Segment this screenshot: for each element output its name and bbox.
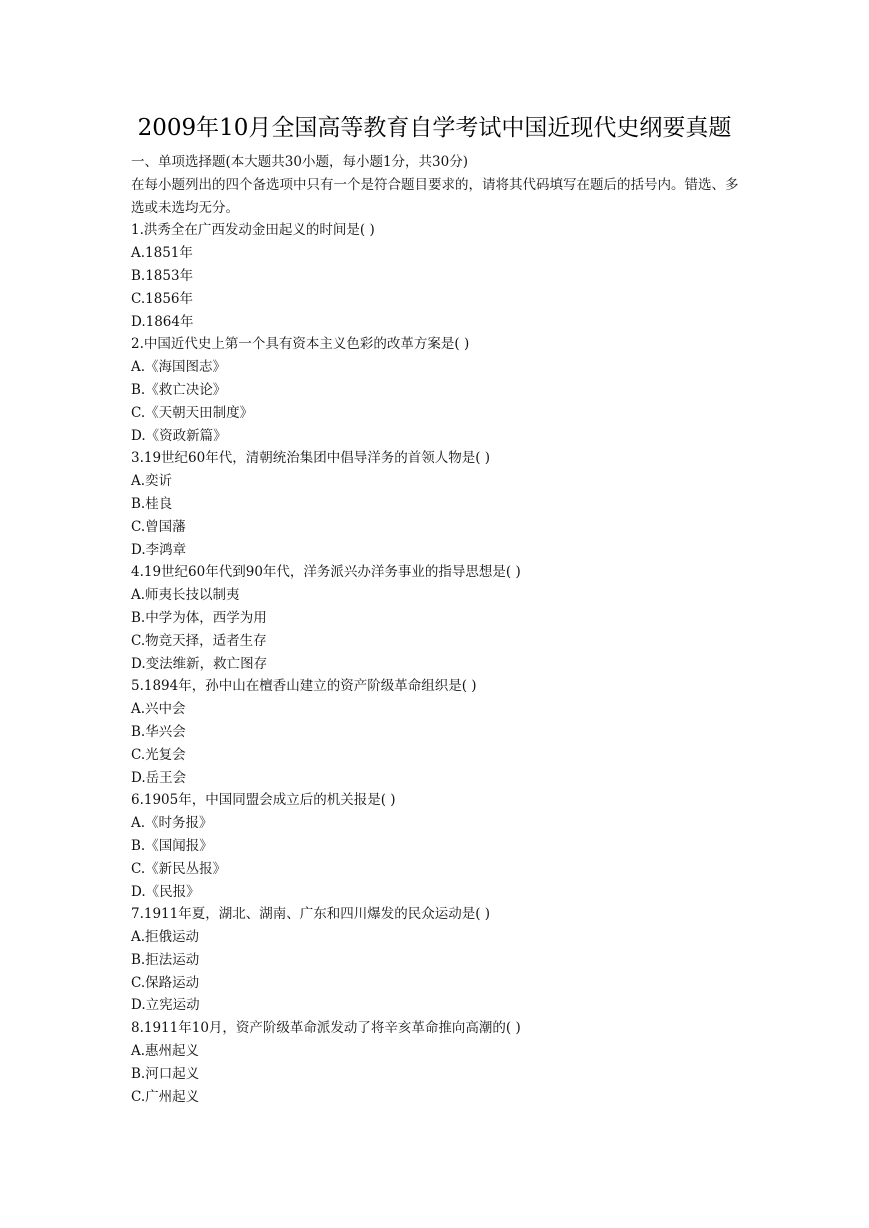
answer-option: B.河口起义 <box>131 1065 200 1082</box>
answer-option: A.《时务报》 <box>131 815 213 832</box>
answer-option: C.曾国藩 <box>131 518 186 535</box>
answer-option: B.《国闻报》 <box>131 837 213 854</box>
answer-option: C.光复会 <box>131 746 186 763</box>
question-stem: 1.洪秀全在广西发动金田起义的时间是( ) <box>131 222 375 239</box>
document-body <box>131 151 741 1108</box>
answer-option: D.李鸿章 <box>131 541 187 558</box>
answer-option: B.《救亡决论》 <box>131 381 227 398</box>
section-heading: 一、单项选择题(本大题共30小题，每小题1分，共30分) <box>131 154 468 170</box>
answer-option: B.桂良 <box>131 495 173 512</box>
question-stem: 6.1905年，中国同盟会成立后的机关报是( ) <box>131 792 396 809</box>
answer-option: C.保路运动 <box>131 974 200 991</box>
answer-option: A.奕䜣 <box>131 473 173 490</box>
answer-option: C.《新民丛报》 <box>131 860 227 877</box>
question-stem: 7.1911年夏，湖北、湖南、广东和四川爆发的民众运动是( ) <box>131 906 491 923</box>
answer-option: D.岳王会 <box>131 769 187 786</box>
answer-option: D.1864年 <box>131 313 194 330</box>
answer-option: B.中学为体，西学为用 <box>131 609 267 626</box>
answer-option: A.《海国图志》 <box>131 359 227 376</box>
answer-option: D.立宪运动 <box>131 997 200 1014</box>
question-stem: 5.1894年，孙中山在檀香山建立的资产阶级革命组织是( ) <box>131 678 477 695</box>
instructions-text: 在每小题列出的四个备选项中只有一个是符合题目要求的，请将其代码填写在题后的括号内。错选、多选或未选均无分。 <box>131 176 739 216</box>
answer-option: D.《民报》 <box>131 883 200 900</box>
answer-option: D.《资政新篇》 <box>131 427 227 444</box>
answer-option: B.1853年 <box>131 267 194 284</box>
question-stem: 2.中国近代史上第一个具有资本主义色彩的改革方案是( ) <box>131 336 470 353</box>
answer-option: A.兴中会 <box>131 701 186 718</box>
answer-option: A.惠州起义 <box>131 1043 200 1060</box>
answer-option: A.拒俄运动 <box>131 929 200 946</box>
answer-option: C.广州起义 <box>131 1088 200 1105</box>
question-list <box>131 219 741 1108</box>
question-stem: 4.19世纪60年代到90年代，洋务派兴办洋务事业的指导思想是( ) <box>131 564 521 581</box>
answer-option: C.1856年 <box>131 290 193 307</box>
answer-option: C.《天朝天田制度》 <box>131 404 254 421</box>
answer-option: A.师夷长技以制夷 <box>131 587 240 604</box>
answer-option: B.拒法运动 <box>131 951 200 968</box>
question-stem: 3.19世纪60年代，清朝统治集团中倡导洋务的首领人物是( ) <box>131 450 491 467</box>
answer-option: C.物竞天择，适者生存 <box>131 632 267 649</box>
answer-option: D.变法维新，救亡图存 <box>131 655 268 672</box>
document-title: 2009年10月全国高等教育自学考试中国近现代史纲要真题 <box>137 115 732 141</box>
answer-option: A.1851年 <box>131 245 193 262</box>
question-stem: 8.1911年10月，资产阶级革命派发动了将辛亥革命推向高潮的( ) <box>131 1020 521 1037</box>
answer-option: B.华兴会 <box>131 723 186 740</box>
